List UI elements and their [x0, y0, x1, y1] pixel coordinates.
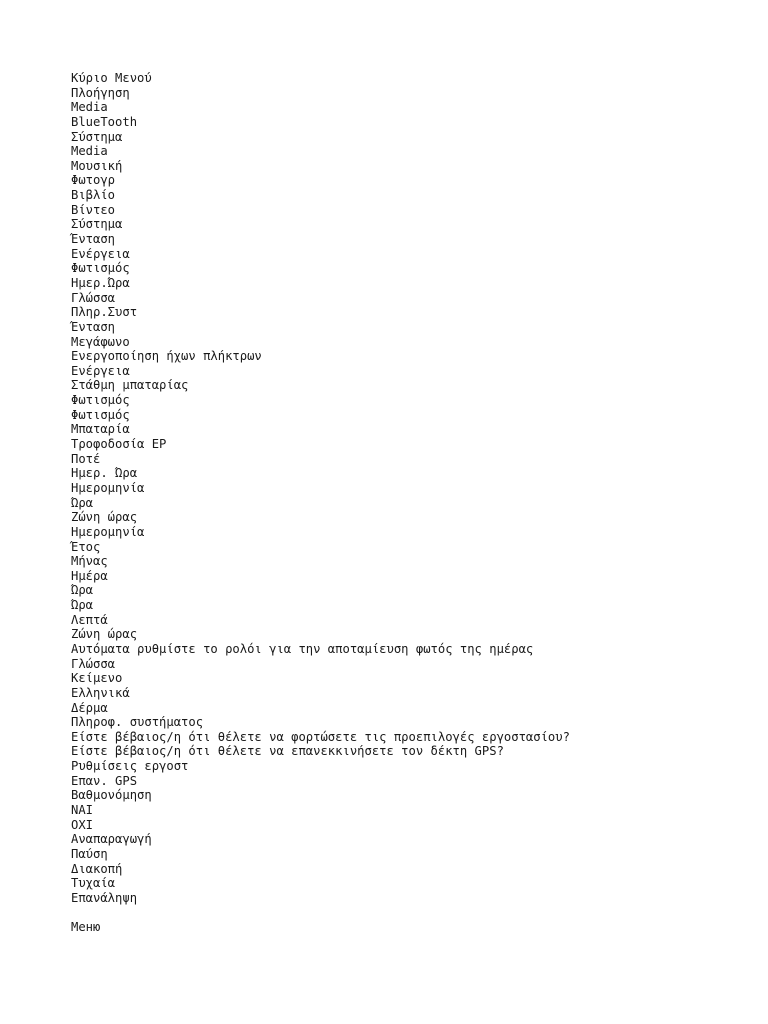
text-line: Μήνας	[71, 554, 108, 569]
text-line: Φωτισμός	[71, 407, 130, 422]
text-line: Media	[71, 144, 108, 159]
text-line: Media	[71, 100, 108, 115]
text-line: Πληρ.Συστ	[71, 305, 138, 320]
text-line: Φωτισμός	[71, 393, 130, 408]
text-line: Σύστημα	[71, 217, 123, 232]
text-line: Επανάληψη	[71, 890, 138, 905]
text-line: Έτος	[71, 539, 101, 554]
text-line: Γλώσσα	[71, 290, 116, 305]
text-line: Ένταση	[71, 319, 116, 334]
text-line: Φωτογρ	[71, 173, 116, 188]
text-line: Γλώσσα	[71, 656, 116, 671]
text-line: Διακοπή	[71, 861, 123, 876]
text-line: Ένταση	[71, 232, 116, 247]
text-line: Ενέργεια	[71, 363, 130, 378]
text-line: Κείμενο	[71, 671, 123, 686]
text-line: Στάθμη μπαταρίας	[71, 378, 189, 393]
trailer-text: Меню	[71, 920, 101, 935]
document-text	[71, 71, 751, 935]
text-line: Πληροφ. συστήματος	[71, 715, 204, 730]
text-line: Ζώνη ώρας	[71, 627, 138, 642]
blank-line	[71, 906, 751, 921]
text-line: Μουσική	[71, 158, 123, 173]
text-line: Ελληνικά	[71, 685, 130, 700]
text-line: Ζώνη ώρας	[71, 510, 138, 525]
text-line: BlueTooth	[71, 114, 138, 129]
text-line: Ώρα	[71, 598, 94, 613]
text-line: Μεγάφωνο	[71, 334, 130, 349]
text-line: Βιβλίο	[71, 188, 116, 203]
text-line: Σύστημα	[71, 129, 123, 144]
text-line: Τυχαία	[71, 876, 116, 891]
text-line: Ώρα	[71, 583, 94, 598]
text-line: Ενεργοποίηση ήχων πλήκτρων	[71, 349, 262, 364]
text-line: Φωτισμός	[71, 261, 130, 276]
text-line: Τροφοδοσία ΕΡ	[71, 437, 167, 452]
text-line: Είστε βέβαιος/η ότι θέλετε να φορτώσετε τις προεπιλογές εργοστασίου?	[71, 729, 570, 744]
text-line: Ενέργεια	[71, 246, 130, 261]
text-line: Βαθμονόμηση	[71, 788, 152, 803]
text-line: Μπαταρία	[71, 422, 130, 437]
text-line: Λεπτά	[71, 612, 108, 627]
text-line: Επαν. GPS	[71, 773, 138, 788]
text-line: Πλοήγηση	[71, 85, 130, 100]
text-line: Ημέρα	[71, 568, 108, 583]
menu-string-list	[71, 71, 751, 906]
text-line: Αυτόματα ρυθμίστε το ρολόι για την αποταμίευση φωτός της ημέρας	[71, 641, 534, 656]
text-line: Βίντεο	[71, 202, 116, 217]
text-line: ΝΑΙ	[71, 803, 94, 818]
text-line: Ώρα	[71, 495, 94, 510]
text-line: Παύση	[71, 846, 108, 861]
text-line: Κύριο Μενού	[71, 71, 152, 85]
text-line: Ημερ. Ώρα	[71, 466, 138, 481]
text-line: Ημερομηνία	[71, 524, 145, 539]
text-line: Ρυθμίσεις εργοστ	[71, 759, 189, 774]
text-line: Ημερ.Ώρα	[71, 275, 130, 290]
text-line: Αναπαραγωγή	[71, 832, 152, 847]
text-line: Είστε βέβαιος/η ότι θέλετε να επανεκκινήσετε τον δέκτη GPS?	[71, 744, 504, 759]
text-line: Δέρμα	[71, 700, 108, 715]
text-line: ΟΧΙ	[71, 817, 94, 832]
text-line: Ημερομηνία	[71, 480, 145, 495]
text-line: Ποτέ	[71, 451, 101, 466]
